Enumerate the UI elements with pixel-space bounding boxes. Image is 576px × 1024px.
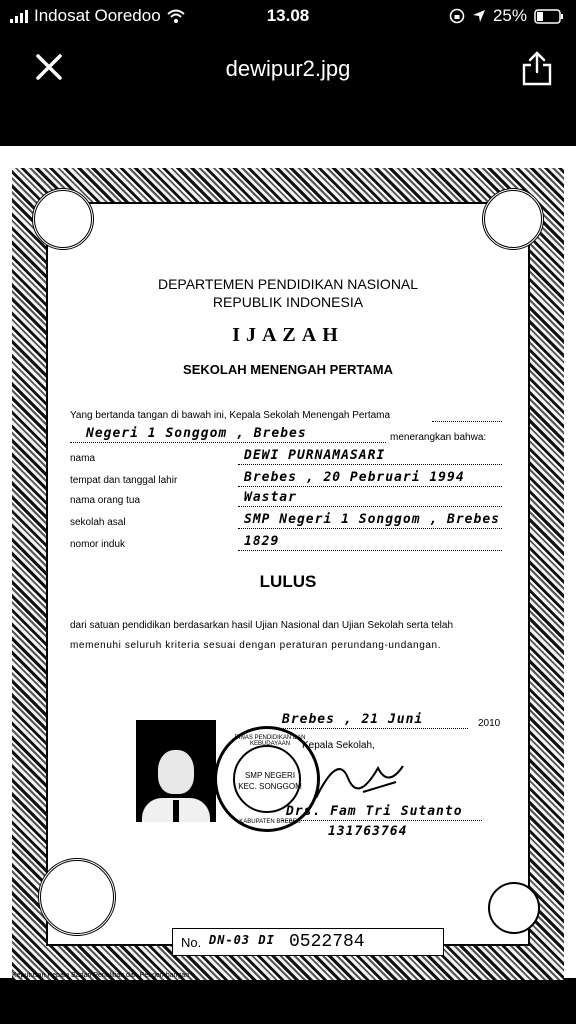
- status-bar: [0, 0, 576, 34]
- dotted-line: [238, 528, 502, 529]
- field-value-school: SMP Negeri 1 Songgom , Brebes: [244, 512, 500, 527]
- signature: [308, 748, 418, 808]
- certificate-subtitle: SEKOLAH MENENGAH PERTAMA: [183, 362, 393, 377]
- year-text: 2010: [478, 718, 501, 729]
- field-value-student-id: 1829: [244, 534, 280, 549]
- field-label-birth: tempat dan tanggal lahir: [70, 475, 178, 486]
- field-label-student-id: nomor induk: [70, 539, 126, 550]
- signer-name: Drs. Fam Tri Sutanto: [286, 804, 463, 819]
- field-value-parent: Wastar: [244, 490, 297, 505]
- carrier-name: Indosat Ooredoo: [34, 6, 161, 25]
- field-label-name: nama: [70, 453, 96, 464]
- share-icon[interactable]: [520, 50, 554, 86]
- intro-text: Yang bertanda tangan di bawah ini, Kepala Sekolah Menengah Pertama: [70, 410, 391, 421]
- dotted-line: [238, 464, 502, 465]
- body-line-2: memenuhi seluruh kriteria sesuai dengan peraturan perundang-undangan.: [70, 640, 442, 651]
- field-label-parent: nama orang tua: [70, 495, 141, 506]
- serial-number: 0522784: [289, 932, 365, 952]
- stamp-outer-text: DINAS PENDIDIKAN DAN KEBUDAYAAN: [234, 735, 306, 747]
- serial-code: DN-03 DI: [209, 933, 275, 947]
- stamp-bottom-text: KABUPATEN BREBES: [239, 819, 301, 825]
- document-image: [0, 146, 576, 978]
- declares-text: menerangkan bahwa:: [390, 432, 487, 443]
- dotted-line: [238, 550, 502, 551]
- ministry-emblem: [38, 858, 116, 936]
- certificate-title: IJAZAH: [232, 324, 344, 346]
- location-icon: [472, 9, 486, 23]
- stamp-line-2: KEC. SONGGOM: [238, 782, 302, 791]
- signer-nip: 131763764: [328, 824, 408, 839]
- battery-percent: 25%: [492, 6, 527, 25]
- battery-icon: [534, 9, 564, 24]
- corner-ornament-left: [32, 188, 94, 250]
- field-value-birth: Brebes , 20 Pebruari 1994: [244, 470, 465, 485]
- dotted-line: [282, 820, 482, 821]
- security-seal: [488, 882, 540, 934]
- footnote: Keputusan Kepala Badan Penelitian dan Pengembangan: [12, 972, 190, 979]
- result-text: LULUS: [259, 572, 317, 591]
- file-title: dewipur2.jpg: [225, 56, 351, 81]
- serial-no-label: No.: [181, 935, 202, 950]
- body-line-1: dari satuan pendidikan berdasarkan hasil Ujian Nasional dan Ujian Sekolah serta telah: [70, 620, 454, 631]
- serial-box: [172, 928, 444, 956]
- school-name-handwritten: Negeri 1 Songgom , Brebes: [86, 426, 307, 441]
- dotted-line: [278, 728, 468, 729]
- rotation-lock-icon: [449, 8, 465, 24]
- student-photo: [136, 720, 216, 822]
- corner-ornament-right: [482, 188, 544, 250]
- certificate: [12, 168, 564, 980]
- place-date-handwritten: Brebes , 21 Juni: [282, 712, 424, 727]
- status-time: 13.08: [266, 6, 310, 25]
- dept-line-1: DEPARTEMEN PENDIDIKAN NASIONAL: [157, 276, 419, 292]
- field-value-name: DEWI PURNAMASARI: [244, 448, 386, 463]
- dotted-line: [238, 486, 502, 487]
- dotted-line: [70, 442, 386, 443]
- dept-line-2: REPUBLIK INDONESIA: [212, 294, 364, 310]
- field-label-school: sekolah asal: [70, 517, 126, 528]
- nav-bar: [0, 34, 576, 102]
- head-title: Kepala Sekolah,: [302, 740, 375, 751]
- dotted-line: [432, 421, 502, 422]
- dotted-line: [238, 506, 502, 507]
- stamp-line-1: SMP NEGERI: [244, 771, 296, 780]
